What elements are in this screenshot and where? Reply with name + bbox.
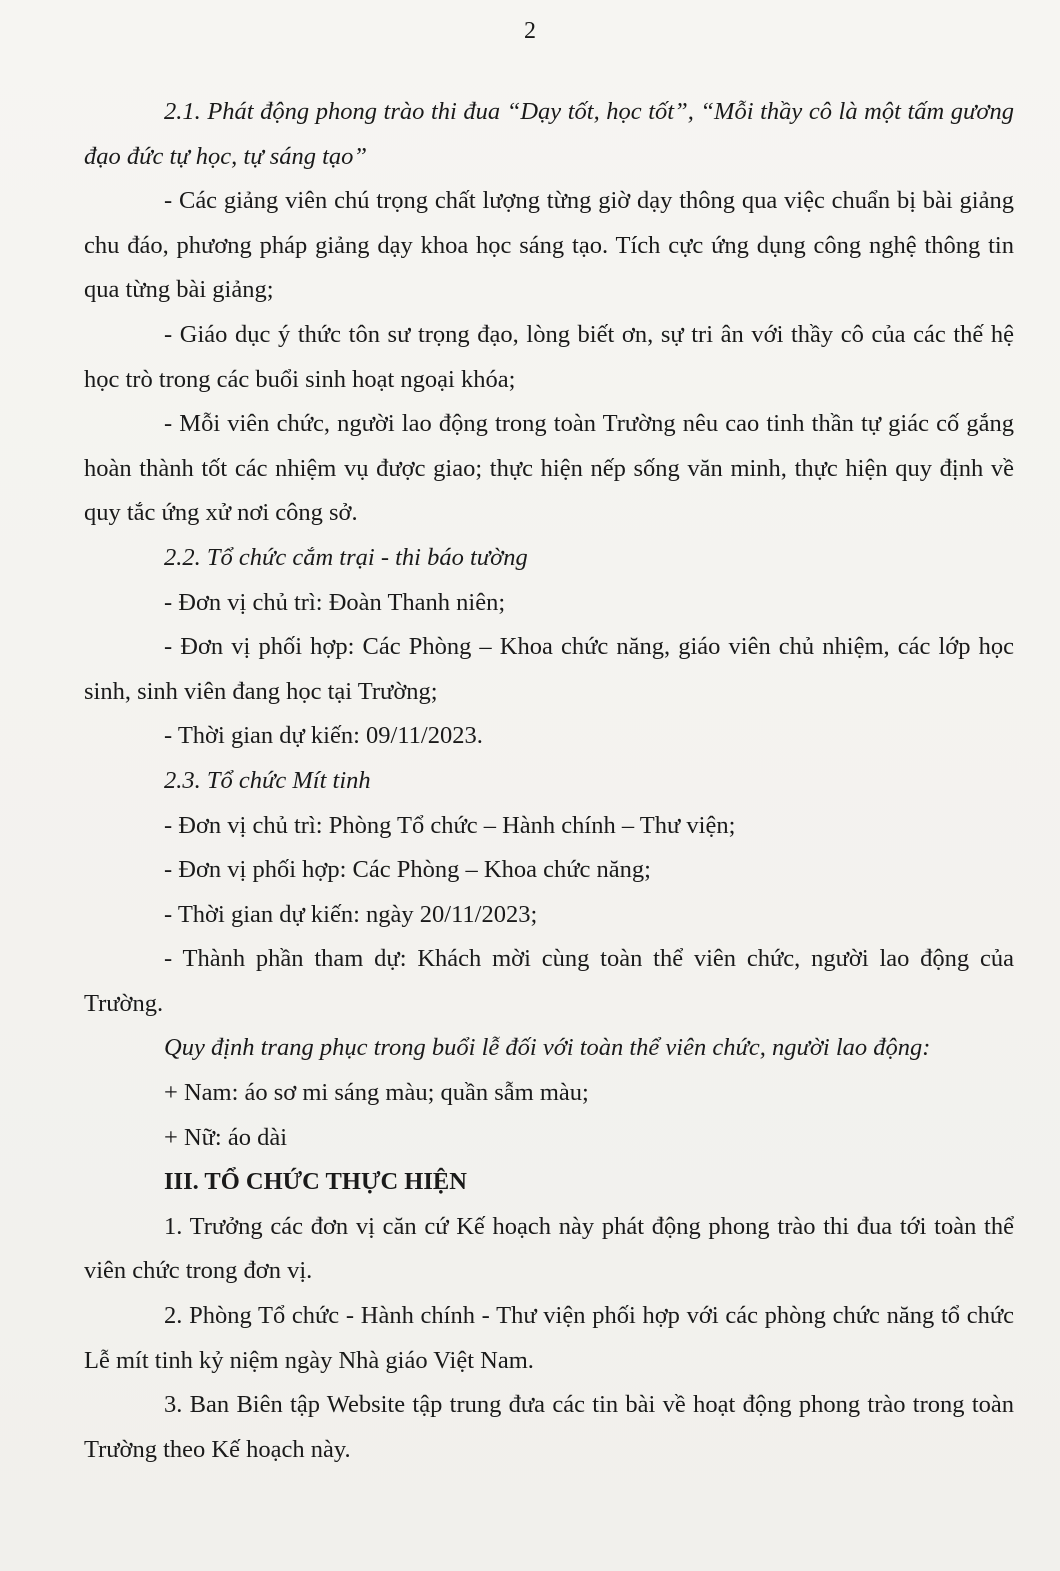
- bullet-paragraph: - Thời gian dự kiến: 09/11/2023.: [164, 722, 483, 750]
- bullet-paragraph: - Các giảng viên chú trọng chất lượng từng giờ dạy thông qua việc chuẩn bị bài giảng chu đáo, phương pháp giảng dạy khoa học sáng tạo. Tích cực ứng dụng công nghệ thông tin qua từng bài giảng;: [84, 187, 1014, 304]
- bullet-paragraph: - Thành phần tham dự: Khách mời cùng toàn thể viên chức, người lao động của Trường.: [84, 945, 1014, 1017]
- numbered-paragraph: 1. Trưởng các đơn vị căn cứ Kế hoạch này phát động phong trào thi đua tới toàn thể viên chức trong đơn vị.: [84, 1212, 1014, 1285]
- bullet-paragraph: - Đơn vị chủ trì: Phòng Tổ chức – Hành chính – Thư viện;: [164, 811, 736, 839]
- numbered-paragraph: 2. Phòng Tổ chức - Hành chính - Thư viện phối hợp với các phòng chức năng tổ chức Lễ mít tinh kỷ niệm ngày Nhà giáo Việt Nam.: [84, 1302, 1014, 1374]
- bullet-paragraph: - Đơn vị chủ trì: Đoàn Thanh niên;: [164, 588, 506, 616]
- section-heading-iii: III. TỔ CHỨC THỰC HIỆN: [164, 1168, 467, 1196]
- dress-code-note: Quy định trang phục trong buổi lễ đối với toàn thể viên chức, người lao động:: [164, 1034, 931, 1062]
- bullet-paragraph: - Đơn vị phối hợp: Các Phòng – Khoa chức năng;: [164, 856, 651, 884]
- section-heading-2-3: 2.3. Tổ chức Mít tinh: [164, 766, 371, 794]
- numbered-paragraph: 3. Ban Biên tập Website tập trung đưa các tin bài về hoạt động phong trào trong toàn Trường theo Kế hoạch này.: [84, 1391, 1014, 1463]
- bullet-paragraph: - Đơn vị phối hợp: Các Phòng – Khoa chức năng, giáo viên chủ nhiệm, các lớp học sinh, sinh viên đang học tại Trường;: [84, 633, 1014, 705]
- dress-code-item: + Nam: áo sơ mi sáng màu; quần sẫm màu;: [164, 1079, 589, 1107]
- document-body: [84, 90, 1014, 1472]
- section-heading-2-1: 2.1. Phát động phong trào thi đua “Dạy tốt, học tốt”, “Mỗi thầy cô là một tấm gương đạo đức tự học, tự sáng tạo”: [84, 98, 1014, 170]
- bullet-paragraph: - Mỗi viên chức, người lao động trong toàn Trường nêu cao tinh thần tự giác cố gắng hoàn thành tốt các nhiệm vụ được giao; thực hiện nếp sống văn minh, thực hiện quy định về quy tắc ứng xử nơi công sở.: [84, 410, 1014, 527]
- bullet-paragraph: - Thời gian dự kiến: ngày 20/11/2023;: [164, 900, 538, 928]
- page-number: 2: [524, 18, 536, 44]
- bullet-paragraph: - Giáo dục ý thức tôn sư trọng đạo, lòng biết ơn, sự tri ân với thầy cô của các thế hệ học trò trong các buổi sinh hoạt ngoại khóa;: [84, 320, 1014, 393]
- dress-code-item: + Nữ: áo dài: [164, 1123, 288, 1151]
- section-heading-2-2: 2.2. Tổ chức cắm trại - thi báo tường: [164, 543, 528, 571]
